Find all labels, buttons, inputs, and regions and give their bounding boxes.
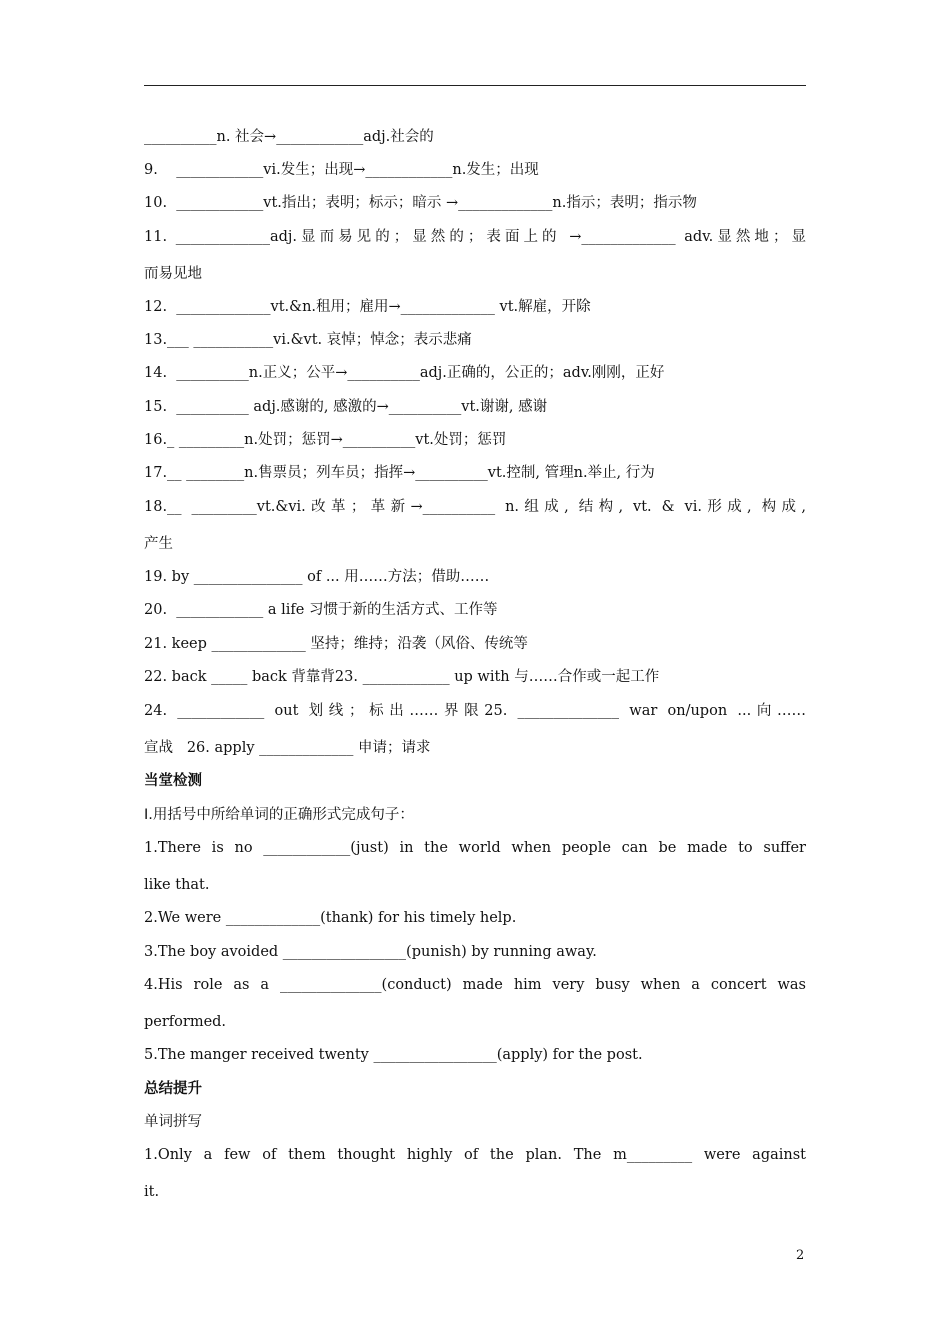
vocab-line: 21. keep _____________ 坚持；维持；沿袭（风俗、传统等 [144,636,528,652]
vocab-line: 宣战 26. apply _____________ 申请；请求 [144,740,431,756]
vocab-line: 13.___ ___________vi.&vt. 哀悼；悼念；表示悲痛 [144,332,472,348]
exercise-instruction: Ⅰ.用括号中所给单词的正确形式完成句子： [144,807,414,823]
spelling-line: it. [144,1184,160,1200]
page-number: 2 [796,1248,805,1263]
vocab-line: 15. __________ adj.感谢的, 感激的→__________vt.谢谢, 感谢 [144,399,548,415]
vocab-line: __________n. 社会→____________adj.社会的 [144,129,434,145]
vocab-line: 而易见地 [144,266,202,282]
vocab-line: 12. _____________vt.&n.租用；雇用→_____________ vt.解雇，开除 [144,299,591,315]
vocab-line: 22. back _____ back 背靠背23. ____________ up with 与……合作或一起工作 [144,669,660,685]
spelling-line: 1.Only a few of them thought highly of the plan. The m_________ were against [144,1147,806,1163]
section-title-check: 当堂检测 [144,773,202,789]
vocab-line: 11. _____________adj.显而易见的；显然的；表面上的 →_____________ adv.显然地；显 [144,229,806,245]
vocab-line: 10. ____________vt.指出；表明；标示；暗示 →_____________n.指示；表明；指示物 [144,195,697,211]
header-rule [144,85,806,86]
exercise-line: performed. [144,1014,227,1030]
vocab-line: 9. ____________vi.发生；出现→____________n.发生；出现 [144,162,539,178]
exercise-line: 4.His role as a ______________(conduct) made him very busy when a concert was [144,977,806,993]
exercise-line: 5.The manger received twenty _________________(apply) for the post. [144,1047,643,1063]
exercise-line: 3.The boy avoided _________________(punish) by running away. [144,944,597,960]
exercise-line: 1.There is no ____________(just) in the world when people can be made to suffer [144,840,806,856]
vocab-line: 16._ _________n.处罚；惩罚→__________vt.处罚；惩罚 [144,432,507,448]
vocab-line: 17.__ ________n.售票员；列车员；指挥→__________vt.控制, 管理n.举止, 行为 [144,465,655,481]
exercise-line: like that. [144,877,210,893]
vocab-line: 18.__ _________vt.&vi.改革；革新→__________ n.组成, 结构, vt. & vi.形成, 构成, [144,499,806,515]
vocab-line: 20. ____________ a life 习惯于新的生活方式、工作等 [144,602,498,618]
vocab-line: 19. by _______________ of ... 用……方法；借助…… [144,569,490,585]
vocab-line: 产生 [144,536,173,552]
vocab-line: 14. __________n.正义；公平→__________adj.正确的，公正的；adv.刚刚，正好 [144,365,665,381]
spelling-subtitle: 单词拼写 [144,1114,202,1130]
vocab-line: 24. ____________ out 划线；标出……界限25. ______________ war on/upon ...向…… [144,703,806,719]
exercise-line: 2.We were _____________(thank) for his timely help. [144,910,517,926]
section-title-summary: 总结提升 [144,1081,202,1097]
